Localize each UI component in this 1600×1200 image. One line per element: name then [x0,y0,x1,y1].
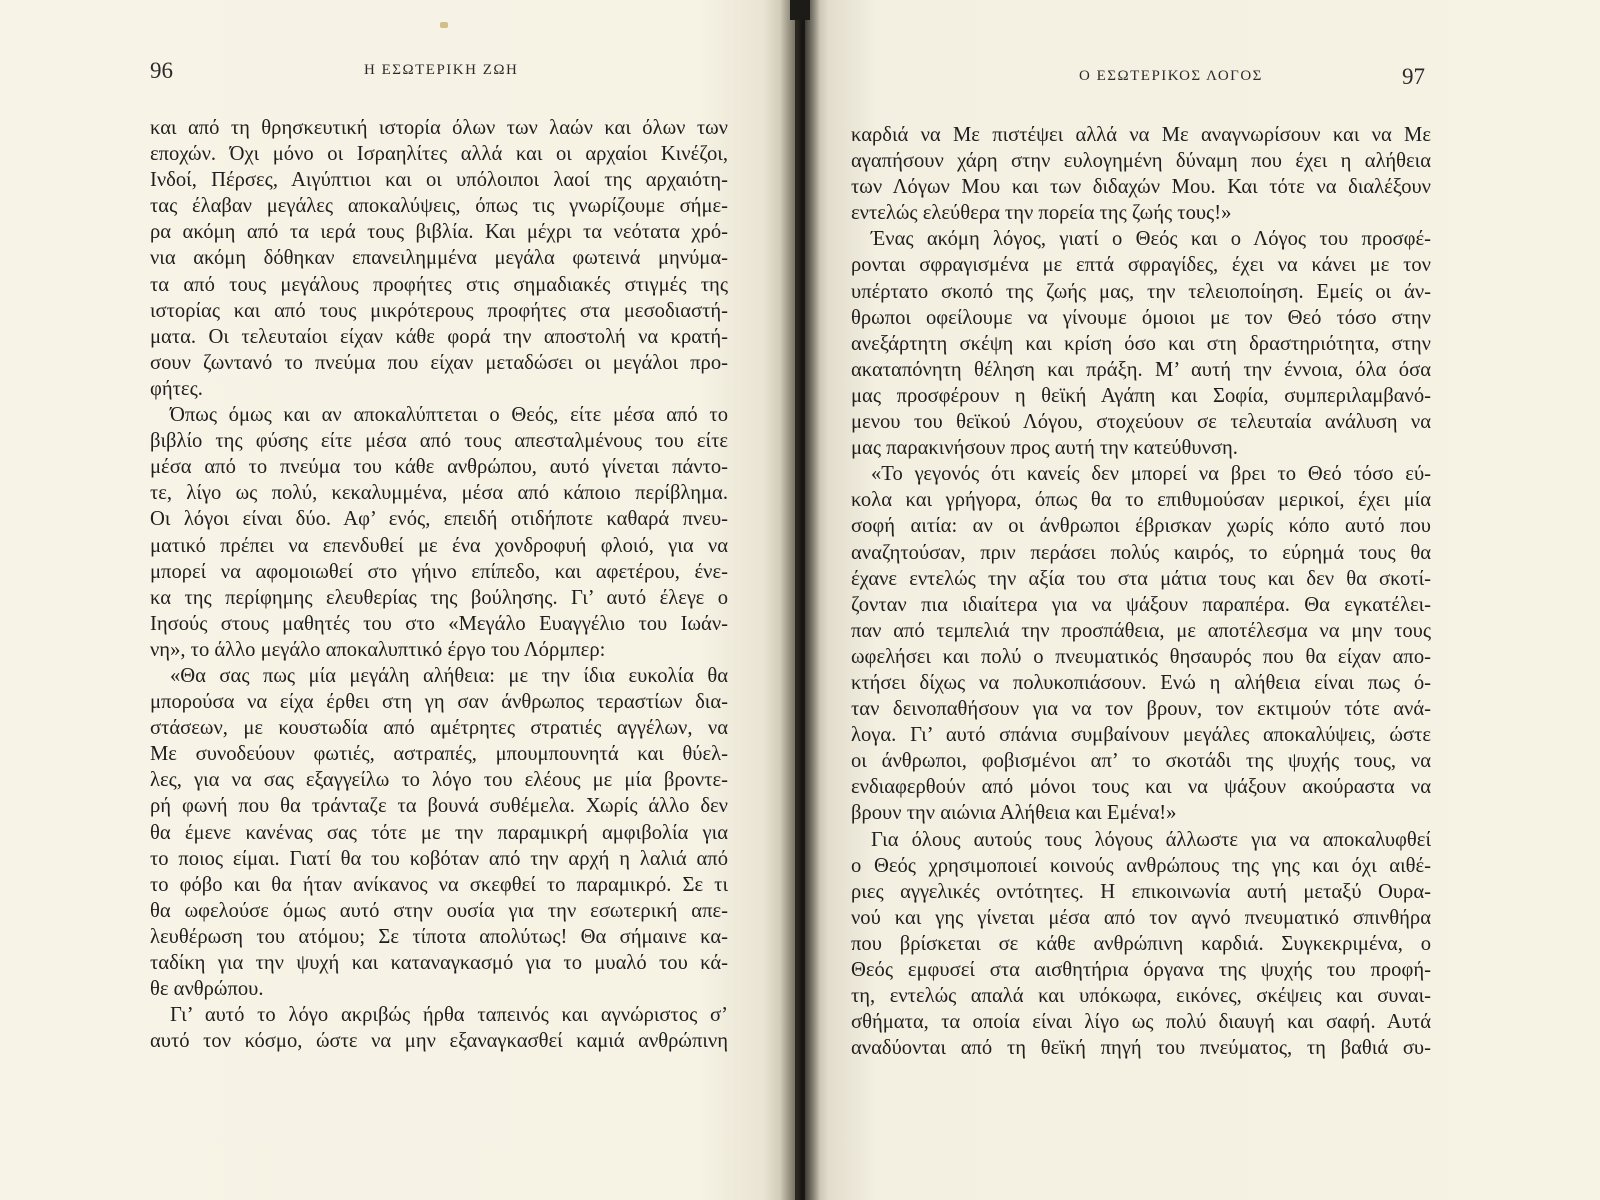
text-line: μας προσφέρουν η θεϊκή Αγάπη και Σοφία, συμπεριλαμβανό- [851,384,1431,407]
text-line: λογα. Γι’ αυτό σπάνια συμβαίνουν μεγάλες αποκαλύψεις, ώστε [851,724,1431,747]
text-line: υπέρτατο σκοπό της ζωής μας, την τελειοποίηση. Εμείς οι άν- [851,280,1431,303]
text-line: θρωποι οφείλουμε να γίνουμε όμοιοι με τον Θεό τόσο στην [851,306,1431,329]
text-line: τας έλαβαν μεγάλες αποκαλύψεις, όπως τις γνωρίζουμε σήμε- [150,195,728,218]
right-page [805,0,1600,1200]
text-line: καρδιά να Με πιστέψει αλλά να Με αναγνωρίσουν και να Με [851,124,1431,146]
text-line: ταδίκη για την ψυχή και καταναγκασμό για το μυαλό του κά- [150,952,728,974]
page-number: 97 [1402,64,1425,89]
text-line: ενδιαφερθούν από μόνοι τους και να ψάξουν ακούραστα να [851,776,1431,799]
text-line: τη, εντελώς απαλά και υπόκωφα, εικόνες, σκέψεις και συναι- [851,985,1431,1008]
text-line: ρή φωνή που θα τράνταζε τα βουνά συθέμελα. Χωρίς άλλο δεν [150,795,728,818]
text-line: λευθέρωση του ατόμου; Σε τίποτα απολύτως! Θα σήμαινε κα- [150,925,728,948]
text-line: και από τη θρησκευτική ιστορία όλων των λαών και όλων των [150,117,728,139]
text-line: εντελώς ελεύθερα την πορεία της ζωής τους!» [851,202,1232,225]
running-head: Ο ΕΣΩΤΕΡΙΚΟΣ ΛΟΓΟΣ [1079,68,1263,84]
text-line: στάσεων, με κουστωδία από αμέτρητες στρατιές αγγέλων, να [150,717,728,740]
text-line: λες, για να σας εξαγγείλω το λόγο του ελέους με μία βροντε- [150,769,728,792]
text-line: μέσα από το πνεύμα του κάθε ανθρώπου, αυτό γίνεται πάντο- [150,456,728,479]
text-line: κα της περίφημης ελευθερίας της βούλησης. Γι’ αυτό έλεγε ο [150,586,728,609]
text-line: θα ωφελούσε όμως αυτό στην ουσία για την εσωτερική απε- [150,899,728,922]
text-line: σοφή αιτία: αν οι άνθρωποι έβρισκαν χωρίς κόπο αυτό που [851,515,1431,538]
text-line: θε ανθρώπου. [150,978,264,1001]
binding-edge [790,0,810,20]
text-line: μπορεί να αφομοιωθεί στο γήινο επίπεδο, και αφετέρου, ένε- [150,560,728,583]
text-line: που βρίσκεται σε κάθε ανθρώπινη καρδιά. Συγκεκριμένα, ο [851,932,1431,955]
text-line: αναδύονται από τη θεϊκή πηγή του πνεύματος, τη βαθιά συ- [851,1037,1431,1060]
text-line: ριες αγγελικές οντότητες. Η επικοινωνία αυτή μεταξύ Ουρα- [851,880,1431,903]
ink-mark [440,22,448,28]
text-line: νού και γης γίνεται μέσα από τον αγνό πνευματικό σπινθήρα [851,906,1431,929]
text-line: μενου του θεϊκού Λόγου, στοχεύουν σε τελευταία ανάλυση να [851,411,1431,434]
text-line: Θεός εμφυσεί στα αισθητήρια όργανα της ψυχής του προφή- [851,959,1431,981]
text-line: αυτό τον κόσμο, ώστε να μην εξαναγκασθεί καμιά ανθρώπινη [150,1030,728,1053]
text-line: νια ακόμη δόθηκαν επανειλημμένα μεγάλα φωτεινά μηνύμα- [150,247,728,270]
text-line: κολα και γρήγορα, όπως θα το επιθυμούσαν μερικοί, έχει μία [851,489,1431,512]
text-line: των Λόγων Μου και των διδαχών Μου. Και τότε να διαλέξουν [851,176,1431,199]
text-line: σθήματα, τα οποία είναι λίγο ως πολύ διαυγή και σαφή. Αυτά [851,1011,1431,1034]
text-line: θα έμενε κανένας σας τότε με την παραμικρή αμφιβολία για [150,821,728,844]
text-line: Γι’ αυτό το λόγο ακριβώς ήρθα ταπεινός και αγνώριστος σ’ [170,1004,728,1027]
text-line: Ινδοί, Πέρσες, Αιγύπτιοι και οι υπόλοιποι λαοί της αρχαιότη- [150,169,728,192]
text-line: τα από τους μεγάλους προφήτες στις σημαδιακές στιγμές της [150,273,728,296]
text-line: ιστορίας και από τους μικρότερους προφήτες στα μεσοδιαστή- [150,299,728,322]
text-line: σουν ζωντανό το πνεύμα που είχαν μεταδώσει οι μεγάλοι προ- [150,351,728,374]
text-line: παν από τεμπελιά την προσπάθεια, με αποτέλεσμα να μην τους [851,619,1431,642]
text-line: ρονται σφραγισμένα με επτά σφραγίδες, έχει να κάνει με τον [851,254,1431,277]
text-line: ταν δεινοπαθήσουν για να τον βρουν, τον εκτιμούν τότε ανά- [851,698,1431,721]
text-line: βρουν την αιώνια Αλήθεια και Εμένα!» [851,802,1177,825]
text-line: εποχών. Όχι μόνο οι Ισραηλίτες αλλά και οι αρχαίοι Κινέζοι, [150,143,728,166]
body-text [851,122,1431,1061]
text-line: ρα ακόμη από τα ιερά τους βιβλία. Και μέχρι τα νεότατα χρό- [150,221,728,244]
running-head: Η ΕΣΩΤΕΡΙΚΗ ΖΩΗ [364,62,519,78]
text-line: βιβλίο της φύσης είτε μέσα από τους απεσταλμένους του είτε [150,430,728,453]
text-line: ζονταν πια ιδιαίτερα για να ψάξουν παραπέρα. Θα εγκατέλει- [851,593,1431,616]
text-line: ματικό πρέπει να επενδυθεί με ένα χονδροφυή φλοιό, για να [150,534,728,557]
text-line: ανεξάρτητη σκέψη και κρίση όσο και στη δραστηριότητα, στην [851,332,1431,355]
text-line: αγαπήσουν χάρη στην ευλογημένη δύναμη που έχει η αλήθεια [851,150,1431,173]
text-line: ακαταπόνητη θέληση και πράξη. Μ’ αυτή την έννοια, όλα όσα [851,358,1431,381]
text-line: το φόβο και θα ήταν ανίκανος να σκεφθεί το παραμικρό. Σε τι [150,873,728,896]
text-line: ματα. Οι τελευταίοι είχαν κάθε φορά την αποστολή να κρατή- [150,325,728,348]
text-line: Ιησούς στους μαθητές του στο «Μεγάλο Ευαγγέλιο του Ιωάν- [150,612,728,635]
page-number: 96 [150,58,173,83]
left-page [0,0,795,1200]
text-line: ωφελήσει και πολύ ο πνευματικός θησαυρός που θα είχαν απο- [851,645,1431,668]
text-line: μας παρακινήσουν προς αυτή την κατεύθυνση. [851,437,1238,460]
text-line: οι άνθρωποι, φοβισμένοι απ’ το σκοτάδι της ψυχής τους, να [851,750,1431,773]
text-line: ο Θεός χρησιμοποιεί κοινούς ανθρώπους της γης και όχι αιθέ- [851,854,1431,877]
text-line: έχανε εντελώς την αξία του στα μάτια τους και δεν θα σκοτί- [851,567,1431,590]
text-line: Ένας ακόμη λόγος, γιατί ο Θεός και ο Λόγος του προσφέ- [871,228,1431,251]
text-line: το ποιος είμαι. Γιατί θα του κοβόταν από την αρχή η λαλιά από [150,847,728,870]
text-line: τε, λίγο ως πολύ, κεκαλυμμένα, μέσα από κάποιο περίβλημα. [150,482,728,505]
text-line: Με συνοδεύουν φωτιές, αστραπές, μπουμπουνητά και θύελ- [150,743,728,766]
body-text [150,115,728,1054]
text-line: νη», το άλλο μεγάλο αποκαλυπτικό έργο του Λόρμπερ: [150,638,606,661]
text-line: Για όλους αυτούς τους λόγους άλλωστε για να αποκαλυφθεί [871,828,1431,851]
text-line: «Το γεγονός ότι κανείς δεν μπορεί να βρει το Θεό τόσο εύ- [871,463,1431,486]
book-gutter [780,0,820,1200]
text-line: Όπως όμως και αν αποκαλύπτεται ο Θεός, είτε μέσα από το [170,404,728,427]
text-line: κτήσει δίχως να πολυκοπιάσουν. Ενώ η αλήθεια είναι πως ό- [851,671,1431,694]
text-line: Οι λόγοι είναι δύο. Αφ’ ενός, επειδή οτιδήποτε καθαρά πνευ- [150,508,728,531]
text-line: «Θα σας πως μία μεγάλη αλήθεια: με την ίδια ευκολία θα [170,664,728,687]
text-line: φήτες. [150,377,203,400]
text-line: μπορούσα να είχα έρθει στη γη σαν άνθρωπος τεραστίων δια- [150,691,728,714]
text-line: αναζητούσαν, πριν περάσει πολύς καιρός, το εύρημά τους θα [851,541,1431,564]
